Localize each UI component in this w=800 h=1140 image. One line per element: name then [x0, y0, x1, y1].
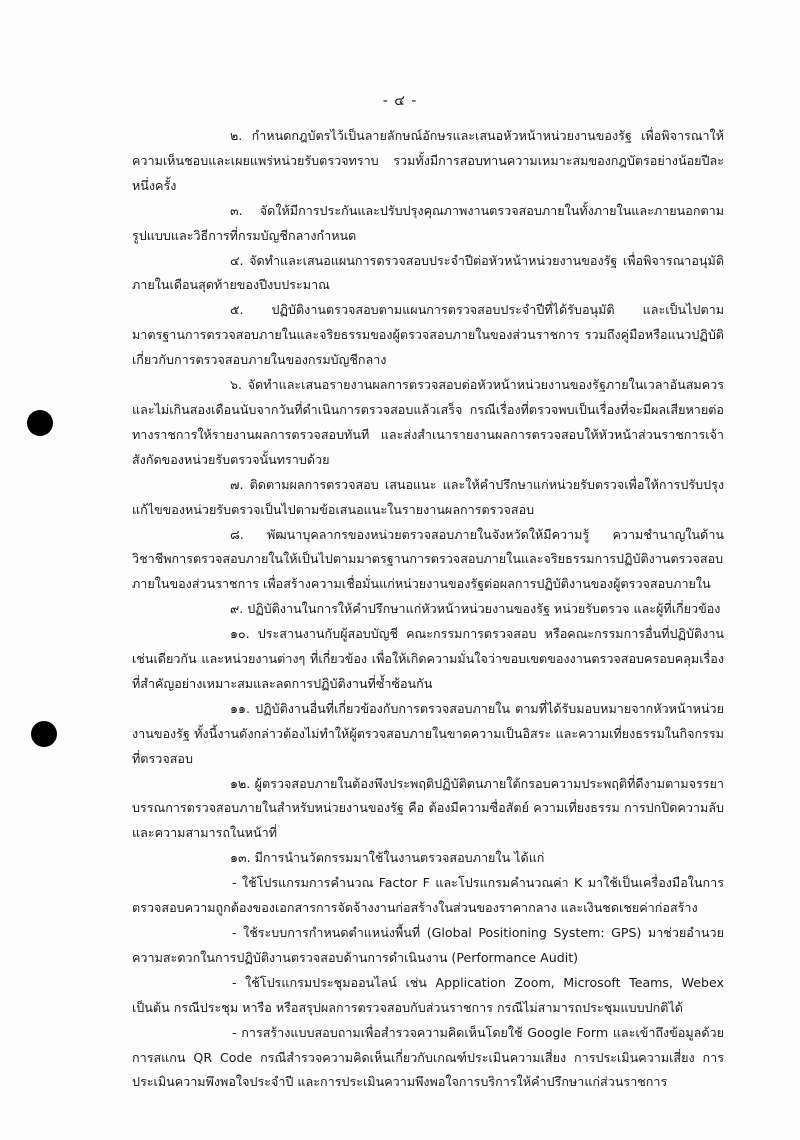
- punch-hole: [27, 410, 53, 436]
- paragraph-item-4: ๔. จัดทำและเสนอแผนการตรวจสอบประจำปีต่อหัวหน้าหน่วยงานของรัฐ เพื่อพิจารณาอนุมัติภายในเดือนสุดท้ายของปีงบประมาณ: [132, 252, 724, 293]
- innovation-item-factor-f: - ใช้โปรแกรมการคำนวณ Factor F และโปรแกรมคำนวณค่า K มาใช้เป็นเครื่องมือในการตรวจสอบความถูกต้องของเอกสารการจัดจ้างงานก่อสร้างในส่วนของราคากลาง และเงินชดเชยค่าก่อสร้าง: [132, 875, 724, 916]
- document-body: [132, 124, 724, 1095]
- paragraph-item-5: ๕. ปฏิบัติงานตรวจสอบตามแผนการตรวจสอบประจำปีที่ได้รับอนุมัติ และเป็นไปตามมาตรฐานการตรวจสอบภายในและจริยธรรมของผู้ตรวจสอบภายในของส่วนราชการ รวมถึงคู่มือหรือแนวปฏิบัติเกี่ยวกับการตรวจสอบภายในของกรมบัญชีกลาง: [132, 302, 724, 368]
- paragraph-item-8: ๘. พัฒนาบุคลากรของหน่วยตรวจสอบภายในจังหวัดให้มีความรู้ ความชำนาญในด้านวิชาชีพการตรวจสอบภายในให้เป็นไปตามมาตรฐานการตรวจสอบภายในและจริยธรรมการปฏิบัติงานตรวจสอบภายในของส่วนราชการ เพื่อสร้างความเชื่อมั่นแก่หน่วยงานของรัฐต่อผลการปฏิบัติงานของผู้ตรวจสอบภายใน: [132, 526, 724, 592]
- paragraph-item-3: ๓. จัดให้มีการประกันและปรับปรุงคุณภาพงานตรวจสอบภายในทั้งภายในและภายนอกตามรูปแบบและวิธีการที่กรมบัญชีกลางกำหนด: [132, 202, 724, 243]
- paragraph-item-9: ๙. ปฏิบัติงานในการให้คำปรึกษาแก่หัวหน้าหน่วยงานของรัฐ หน่วยรับตรวจ และผู้ที่เกี่ยวข้อง: [230, 601, 721, 617]
- paragraph-item-12: ๑๒. ผู้ตรวจสอบภายในต้องพึงประพฤติปฏิบัติตนภายใต้กรอบความประพฤติที่ดีงามตามจรรยาบรรณการตรวจสอบภายในสำหรับหน่วยงานของรัฐ คือ ต้องมีความซื่อสัตย์ ความเที่ยงธรรม การปกปิดความลับ และความสามารถในหน้าที่: [132, 775, 724, 841]
- paragraph-item-11: ๑๑. ปฏิบัติงานอื่นที่เกี่ยวข้องกับการตรวจสอบภายใน ตามที่ได้รับมอบหมายจากหัวหน้าหน่วยงานของรัฐ ทั้งนี้งานดังกล่าวต้องไม่ทำให้ผู้ตรวจสอบภายในขาดความเป็นอิสระ และความเที่ยงธรรมในกิจกรรมที่ตรวจสอบ: [132, 700, 724, 766]
- punch-hole: [31, 721, 57, 747]
- paragraph-item-10: ๑๐. ประสานงานกับผู้สอบบัญชี คณะกรรมการตรวจสอบ หรือคณะกรรมการอื่นที่ปฏิบัติงานเช่นเดียวกัน และหน่วยงานต่างๆ ที่เกี่ยวข้อง เพื่อให้เกิดความมั่นใจว่าขอบเขตของงานตรวจสอบครอบคลุมเรื่องที่สำคัญอย่างเหมาะสมและลดการปฏิบัติงานที่ซ้ำซ้อนกัน: [132, 626, 724, 691]
- innovation-item-google-form: - การสร้างแบบสอบถามเพื่อสำรวจความคิดเห็นโดยใช้ Google Form และเข้าถึงข้อมูลด้วยการสแกน QR Code กรณีสำรวจความคิดเห็นเกี่ยวกับเกณฑ์ประเมินความเสี่ยง การประเมินความเสี่ยง การประเมินความพึงพอใจประจำปี และการประเมินความพึงพอใจการบริการให้คำปรึกษาแก่ส่วนราชการ: [132, 1024, 724, 1090]
- innovation-item-gps: - ใช้ระบบการกำหนดตำแหน่งพื้นที่ (Global Positioning System: GPS) มาช่วยอำนวยความสะดวกในการปฏิบัติงานตรวจสอบด้านการดำเนินงาน (Performance Audit): [132, 925, 724, 965]
- page-number: - ๔ -: [382, 93, 418, 109]
- paragraph-item-7: ๗. ติดตามผลการตรวจสอบ เสนอแนะ และให้คำปรึกษาแก่หน่วยรับตรวจเพื่อให้การปรับปรุงแก้ไขของหน่วยรับตรวจเป็นไปตามข้อเสนอแนะในรายงานผลการตรวจสอบ: [132, 476, 724, 517]
- paragraph-item-13: ๑๓. มีการนำนวัตกรรมมาใช้ในงานตรวจสอบภายใน ได้แก่: [230, 850, 545, 866]
- innovation-item-online-meeting: - ใช้โปรแกรมประชุมออนไลน์ เช่น Application Zoom, Microsoft Teams, Webex เป็นต้น กรณีประชุม หารือ หรือสรุปผลการตรวจสอบกับส่วนราชการ กรณีไม่สามารถประชุมแบบปกติได้: [132, 974, 724, 1015]
- paragraph-item-2: ๒. กำหนดกฎบัตรไว้เป็นลายลักษณ์อักษรและเสนอหัวหน้าหน่วยงานของรัฐ เพื่อพิจารณาให้ความเห็นชอบและเผยแพร่หน่วยรับตรวจทราบ รวมทั้งมีการสอบทานความเหมาะสมของกฎบัตรอย่างน้อยปีละหนึ่งครั้ง: [132, 128, 724, 193]
- paragraph-item-6: ๖. จัดทำและเสนอรายงานผลการตรวจสอบต่อหัวหน้าหน่วยงานของรัฐภายในเวลาอันสมควรและไม่เกินสองเดือนนับจากวันที่ดำเนินการตรวจสอบแล้วเสร็จ กรณีเรื่องที่ตรวจพบเป็นเรื่องที่จะมีผลเสียหายต่อทางราชการให้รายงานผลการตรวจสอบทันที และส่งสำเนารายงานผลการตรวจสอบให้หัวหน้าส่วนราชการเจ้าสังกัดของหน่วยรับตรวจนั้นทราบด้วย: [132, 377, 724, 467]
